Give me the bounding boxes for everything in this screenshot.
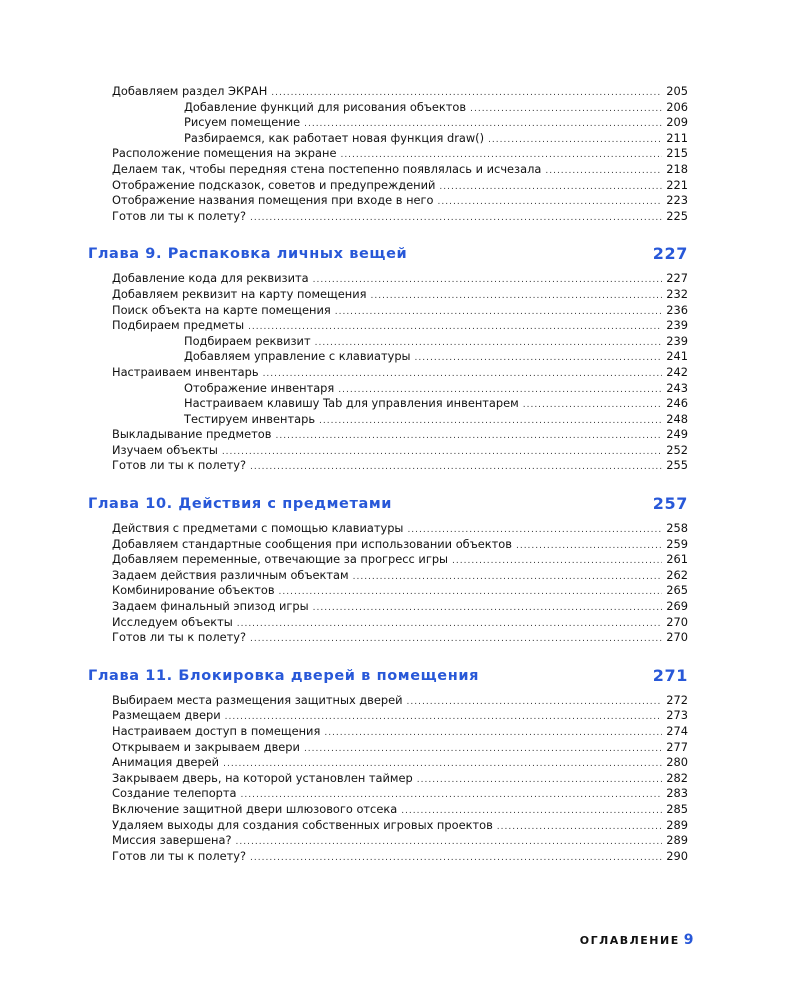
entry-page: 242 <box>666 364 688 379</box>
entry-title: Рисуем помещение <box>184 115 301 130</box>
toc-entry <box>112 146 688 162</box>
entry-title: Расположение помещения на экране <box>112 146 337 161</box>
toc-subentry <box>184 100 688 116</box>
page-footer <box>580 932 695 948</box>
entry-page: 209 <box>666 115 688 130</box>
entry-page: 282 <box>666 770 688 785</box>
table-of-contents <box>0 84 800 864</box>
toc-subentry <box>184 131 688 147</box>
entry-page: 289 <box>666 817 688 832</box>
entry-title: Настраиваем клавишу Tab для управления инвентарем <box>184 396 519 411</box>
dot-leader <box>250 460 662 476</box>
entry-title: Готов ли ты к полету? <box>112 208 247 223</box>
toc-entry <box>112 786 688 802</box>
chapter-page: 227 <box>652 244 688 264</box>
toc-entry <box>112 521 688 537</box>
entry-page: 270 <box>666 614 688 629</box>
entry-page: 252 <box>666 442 688 457</box>
toc-entry <box>112 209 688 225</box>
toc-subentry <box>184 334 688 350</box>
chapter-title: Глава 9. Распаковка личных вещей <box>88 246 408 263</box>
toc-subentry <box>184 349 688 365</box>
entry-page: 241 <box>666 349 688 364</box>
toc-entry <box>112 365 688 381</box>
entry-title: Тестируем инвентарь <box>184 411 316 426</box>
entry-page: 277 <box>666 739 688 754</box>
entry-title: Отображение подсказок, советов и предупреждений <box>112 177 436 192</box>
toc-entry <box>112 552 688 568</box>
entry-page: 232 <box>666 286 688 301</box>
entry-title: Готов ли ты к полету? <box>112 458 247 473</box>
entry-title: Готов ли ты к полету? <box>112 630 247 645</box>
entry-page: 290 <box>666 848 688 863</box>
entry-title: Изучаем объекты <box>112 442 218 457</box>
entry-page: 259 <box>666 536 688 551</box>
entry-title: Задаем действия различным объектам <box>112 567 349 582</box>
chapter-heading <box>88 243 688 265</box>
entry-title: Отображение названия помещения при входе в него <box>112 193 434 208</box>
entry-title: Выкладывание предметов <box>112 427 272 442</box>
entry-title: Добавление кода для реквизита <box>112 271 309 286</box>
toc-entry <box>112 583 688 599</box>
entry-page: 274 <box>666 724 688 738</box>
entry-page: 272 <box>666 692 688 707</box>
dot-leader <box>250 632 662 648</box>
entry-title: Делаем так, чтобы передняя стена постепенно появлялась и исчезала <box>112 161 542 176</box>
entry-title: Задаем финальный эпизод игры <box>112 599 309 614</box>
entry-page: 239 <box>666 333 688 348</box>
entry-page: 289 <box>666 833 688 848</box>
toc-entry <box>112 615 688 631</box>
entry-page: 239 <box>666 318 688 333</box>
toc-entry <box>112 708 688 724</box>
entry-page: 221 <box>666 177 688 192</box>
footer-label: ОГЛАВЛЕНИЕ <box>579 934 680 947</box>
entry-page: 280 <box>666 755 688 770</box>
entry-title: Готов ли ты к полету? <box>112 848 247 863</box>
entry-title: Закрываем дверь, на которой установлен таймер <box>112 770 413 785</box>
entry-title: Исследуем объекты <box>112 614 233 629</box>
entry-page: 246 <box>666 396 688 411</box>
entry-title: Добавляем управление с клавиатуры <box>184 349 411 364</box>
entry-page: 243 <box>666 380 688 395</box>
entry-title: Разбираемся, как работает новая функция draw() <box>184 130 485 145</box>
entry-title: Выбираем места размещения защитных дверей <box>112 692 403 707</box>
toc-entry <box>112 458 688 474</box>
chapter-heading <box>88 665 688 687</box>
entry-page: 273 <box>666 708 688 723</box>
toc-entry <box>112 427 688 443</box>
entry-page: 248 <box>666 411 688 426</box>
chapter-heading <box>88 493 688 515</box>
toc-entry <box>112 599 688 615</box>
entry-page: 265 <box>666 583 688 598</box>
entry-title: Добавление функций для рисования объектов <box>184 99 467 114</box>
chapter-page: 257 <box>652 494 688 514</box>
entry-page: 258 <box>666 521 688 536</box>
toc-entry <box>112 724 688 740</box>
toc-entry <box>112 193 688 209</box>
entry-page: 223 <box>666 193 688 208</box>
toc-subentry <box>184 115 688 131</box>
toc-entry <box>112 568 688 584</box>
entry-page: 236 <box>666 302 688 317</box>
entry-title: Отображение инвентаря <box>184 380 335 395</box>
entry-page: 261 <box>666 552 688 567</box>
entry-title: Комбинирование объектов <box>112 583 275 598</box>
entry-page: 270 <box>666 630 688 645</box>
entry-title: Добавляем стандартные сообщения при использовании объектов <box>112 536 512 551</box>
entry-title: Подбираем предметы <box>112 318 245 333</box>
toc-entry <box>112 162 688 178</box>
toc-subentry <box>184 381 688 397</box>
toc-entry <box>112 833 688 849</box>
dot-leader <box>250 851 662 867</box>
entry-title: Настраиваем доступ в помещения <box>112 724 321 738</box>
entry-title: Добавляем раздел ЭКРАН <box>112 84 268 98</box>
toc-entry <box>112 802 688 818</box>
toc-entry <box>112 630 688 646</box>
toc-subentry <box>184 412 688 428</box>
toc-entry <box>112 443 688 459</box>
toc-subentry <box>184 396 688 412</box>
toc-entry <box>112 693 688 709</box>
entry-page: 255 <box>666 458 688 473</box>
toc-entry <box>112 537 688 553</box>
entry-page: 283 <box>666 786 688 801</box>
entry-title: Размещаем двери <box>112 708 221 723</box>
entry-page: 262 <box>666 567 688 582</box>
entry-page: 269 <box>666 599 688 614</box>
entry-page: 211 <box>666 130 688 145</box>
entry-title: Настраиваем инвентарь <box>112 364 259 379</box>
toc-entry <box>112 287 688 303</box>
chapter-page: 271 <box>652 665 688 685</box>
toc-entry <box>112 755 688 771</box>
entry-title: Добавляем реквизит на карту помещения <box>112 286 367 301</box>
toc-entry <box>112 318 688 334</box>
dot-leader <box>250 211 662 227</box>
toc-entry <box>112 849 688 865</box>
entry-page: 205 <box>666 84 688 98</box>
entry-page: 249 <box>666 427 688 442</box>
entry-title: Поиск объекта на карте помещения <box>112 302 331 317</box>
toc-entry <box>112 271 688 287</box>
toc-entry <box>112 303 688 319</box>
chapter-title: Глава 11. Блокировка дверей в помещения <box>88 667 479 684</box>
entry-title: Анимация дверей <box>112 755 220 770</box>
toc-entry <box>112 818 688 834</box>
toc-entry <box>112 84 688 100</box>
entry-page: 285 <box>666 801 688 816</box>
entry-title: Создание телепорта <box>112 786 237 801</box>
entry-title: Миссия завершена? <box>112 833 232 848</box>
entry-title: Добавляем переменные, отвечающие за прогресс игры <box>112 552 449 567</box>
page-number: 9 <box>683 932 695 948</box>
chapter-title: Глава 10. Действия с предметами <box>88 496 393 513</box>
entry-title: Открываем и закрываем двери <box>112 739 300 754</box>
entry-title: Включение защитной двери шлюзового отсека <box>112 801 398 816</box>
entry-title: Подбираем реквизит <box>184 333 311 348</box>
entry-page: 206 <box>666 99 688 114</box>
entry-page: 218 <box>666 161 688 176</box>
toc-entry <box>112 771 688 787</box>
entry-title: Удаляем выходы для создания собственных игровых проектов <box>112 817 493 832</box>
entry-title: Действия с предметами с помощью клавиатуры <box>112 521 404 536</box>
toc-entry <box>112 740 688 756</box>
entry-page: 227 <box>666 271 688 286</box>
entry-page: 225 <box>666 208 688 223</box>
toc-entry <box>112 178 688 194</box>
entry-page: 215 <box>666 146 688 161</box>
